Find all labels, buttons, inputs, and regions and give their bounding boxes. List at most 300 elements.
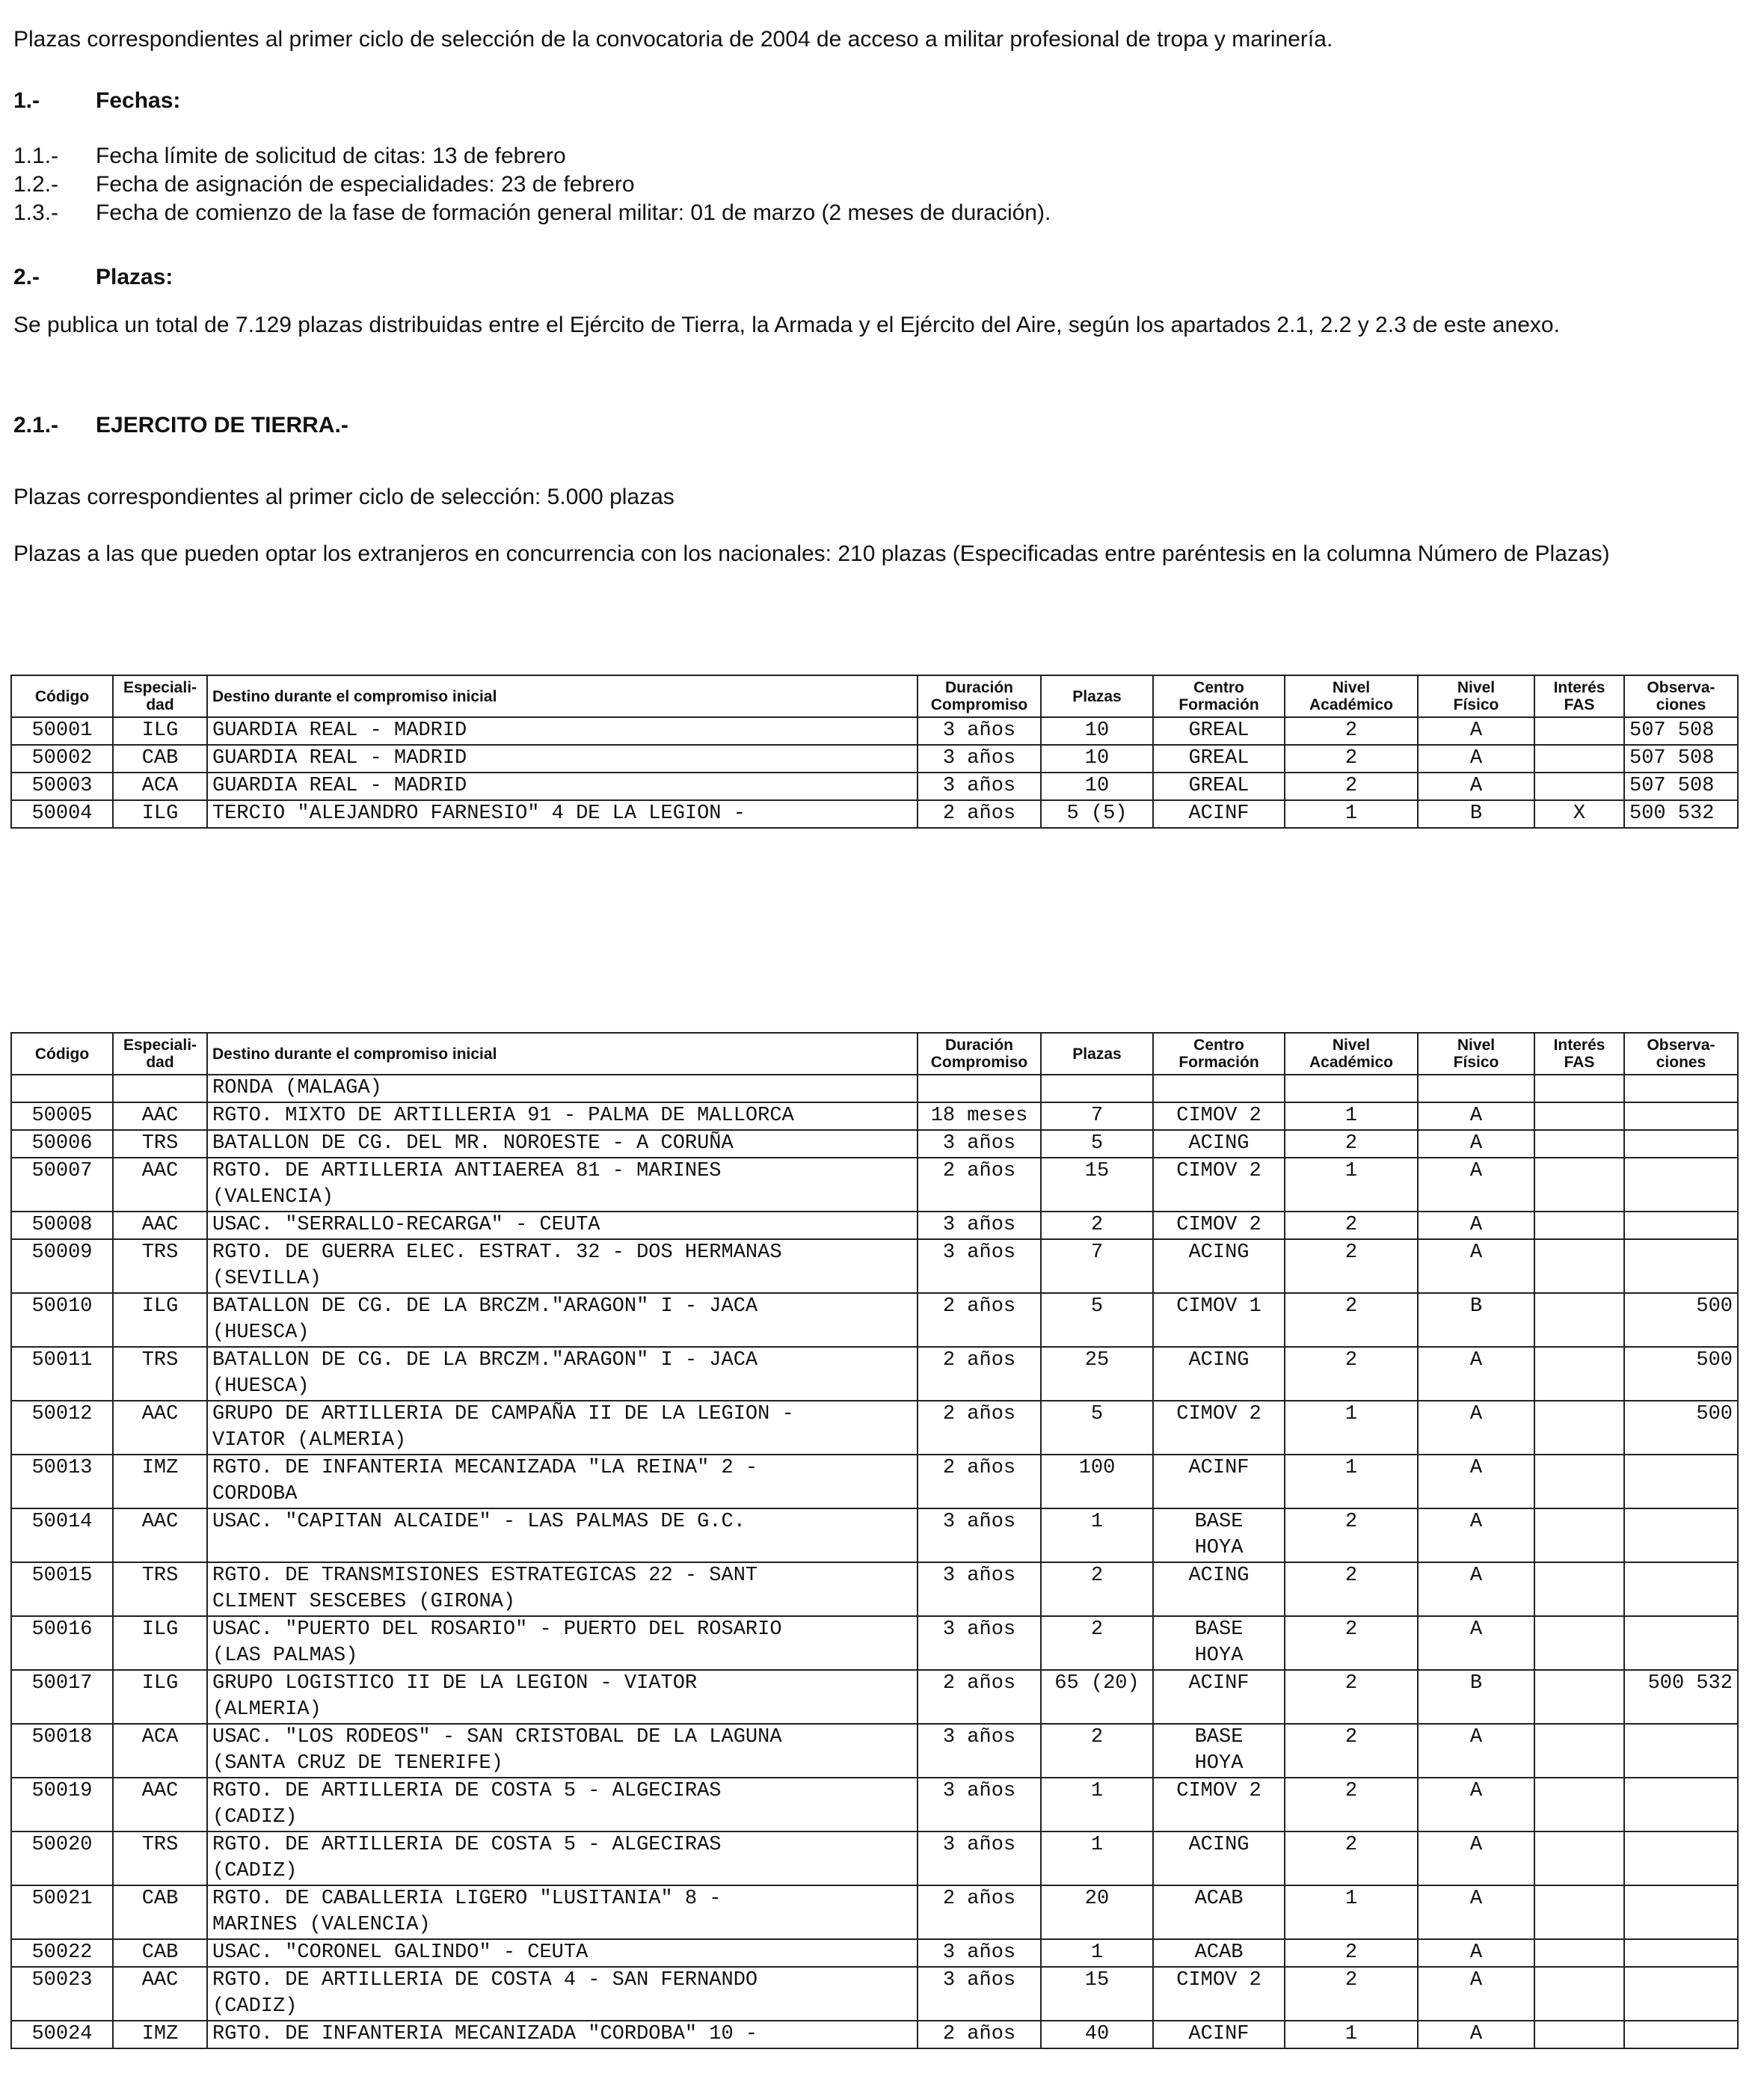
- cell-nivel-academico: 1: [1285, 1885, 1418, 1939]
- cell-interes: [1534, 1724, 1624, 1778]
- header-line: Observa-: [1647, 1037, 1715, 1054]
- cell-nivel-fisico: A: [1418, 1130, 1534, 1158]
- fecha-item: [13, 144, 566, 169]
- cell-interes: X: [1534, 800, 1624, 828]
- cell-observaciones: [1624, 1102, 1738, 1130]
- cell-especialidad: TRS: [113, 1130, 207, 1158]
- table-row: [11, 1724, 1738, 1778]
- fecha-item: [13, 200, 1051, 226]
- cell-codigo: 50005: [11, 1102, 113, 1130]
- cell-nivel-academico: 2: [1285, 1616, 1418, 1670]
- cell-nivel-academico: 2: [1285, 1239, 1418, 1293]
- table-row: [11, 2021, 1738, 2048]
- cell-nivel-fisico: A: [1418, 1212, 1534, 1239]
- cell-codigo: 50006: [11, 1130, 113, 1158]
- cell-duracion: 3 años: [918, 1832, 1041, 1885]
- header-line: FAS: [1564, 1054, 1595, 1071]
- cell-duracion: 18 meses: [918, 1102, 1041, 1130]
- cell-nivel-academico: 2: [1285, 1212, 1418, 1239]
- cell-nivel-fisico: A: [1418, 1455, 1534, 1508]
- header-line: Centro: [1193, 679, 1244, 696]
- header-line: Físico: [1453, 696, 1499, 713]
- cell-destino: RGTO. DE INFANTERIA MECANIZADA "LA REINA" 2 - CORDOBA: [207, 1455, 918, 1508]
- cell-observaciones: [1624, 1508, 1738, 1562]
- cell-plazas: 2: [1041, 1616, 1153, 1670]
- cell-especialidad: AAC: [113, 1401, 207, 1455]
- cell-plazas: 100: [1041, 1455, 1153, 1508]
- cell-plazas: 1: [1041, 1508, 1153, 1562]
- cell-codigo: 50020: [11, 1832, 113, 1885]
- intro-text: Plazas correspondientes al primer ciclo de selección de la convocatoria de 2004 de acceso a militar profesional de tropa y marinería.: [13, 27, 1333, 52]
- cell-centro: ACINF: [1153, 1670, 1285, 1724]
- cell-plazas: 7: [1041, 1102, 1153, 1130]
- cell-duracion: 3 años: [918, 1239, 1041, 1293]
- cell-especialidad: [113, 1075, 207, 1102]
- header-destino: Destino durante el compromiso inicial: [207, 675, 918, 717]
- cell-plazas: 5 (5): [1041, 800, 1153, 828]
- cell-centro: BASE HOYA: [1153, 1724, 1285, 1778]
- header-line: Especiali-: [123, 679, 197, 696]
- cell-centro: ACINF: [1153, 1455, 1285, 1508]
- cell-nivel-fisico: B: [1418, 800, 1534, 828]
- header-especialidad: [113, 675, 207, 717]
- cell-observaciones: [1624, 1724, 1738, 1778]
- cell-especialidad: TRS: [113, 1239, 207, 1293]
- header-line: Nivel: [1332, 679, 1371, 696]
- cell-observaciones: [1624, 1616, 1738, 1670]
- cell-plazas: 1: [1041, 1832, 1153, 1885]
- cell-nivel-academico: 2: [1285, 745, 1418, 773]
- cell-especialidad: TRS: [113, 1562, 207, 1616]
- header-line: Nivel: [1457, 679, 1496, 696]
- cell-codigo: 50013: [11, 1455, 113, 1508]
- cell-destino: USAC. "CORONEL GALINDO" - CEUTA: [207, 1939, 918, 1967]
- cell-interes: [1534, 1158, 1624, 1212]
- cell-duracion: 2 años: [918, 1293, 1041, 1347]
- cell-duracion: 2 años: [918, 1885, 1041, 1939]
- header-codigo: Código: [11, 675, 113, 717]
- cell-codigo: [11, 1075, 113, 1102]
- cell-centro: CIMOV 1: [1153, 1293, 1285, 1347]
- cell-nivel-academico: 1: [1285, 1102, 1418, 1130]
- cell-interes: [1534, 1939, 1624, 1967]
- table-row: [11, 1239, 1738, 1293]
- cell-centro: ACING: [1153, 1832, 1285, 1885]
- cell-plazas: 2: [1041, 1724, 1153, 1778]
- cell-nivel-academico: 2: [1285, 1562, 1418, 1616]
- cell-interes: [1534, 1102, 1624, 1130]
- cell-observaciones: 500: [1624, 1293, 1738, 1347]
- cell-nivel-fisico: A: [1418, 773, 1534, 800]
- cell-plazas: 2: [1041, 1212, 1153, 1239]
- cell-nivel-academico: 2: [1285, 717, 1418, 745]
- header-line: Duración: [944, 679, 1013, 696]
- cell-especialidad: AAC: [113, 1102, 207, 1130]
- cell-interes: [1534, 773, 1624, 800]
- cell-observaciones: [1624, 1455, 1738, 1508]
- fecha-number: 1.3.-: [13, 200, 59, 225]
- cell-destino: GRUPO DE ARTILLERIA DE CAMPAÑA II DE LA LEGION - VIATOR (ALMERIA): [207, 1401, 918, 1455]
- header-line: FAS: [1564, 696, 1595, 713]
- cell-observaciones: 500 532: [1624, 1670, 1738, 1724]
- cell-centro: ACING: [1153, 1562, 1285, 1616]
- extranjeros-paragraph: Plazas a las que pueden optar los extranjeros en concurrencia con los nacionales: 210 plazas (Especificadas entre paréntesis en la columna Número de Plazas): [13, 541, 1610, 566]
- cell-observaciones: 500 532: [1624, 800, 1738, 828]
- cell-codigo: 50008: [11, 1212, 113, 1239]
- table-row: [11, 800, 1738, 828]
- header-observaciones: [1624, 675, 1738, 717]
- cell-duracion: 2 años: [918, 1158, 1041, 1212]
- header-nivel-fisico: [1418, 1033, 1534, 1075]
- table-body: [11, 717, 1738, 828]
- cell-codigo: 50019: [11, 1778, 113, 1832]
- cell-nivel-fisico: A: [1418, 1562, 1534, 1616]
- cell-codigo: 50002: [11, 745, 113, 773]
- cell-destino: GUARDIA REAL - MADRID: [207, 717, 918, 745]
- cell-nivel-academico: 1: [1285, 1158, 1418, 1212]
- cell-codigo: 50012: [11, 1401, 113, 1455]
- table-row: [11, 1616, 1738, 1670]
- cell-especialidad: AAC: [113, 1212, 207, 1239]
- cell-nivel-fisico: B: [1418, 1293, 1534, 1347]
- cell-nivel-academico: 2: [1285, 1724, 1418, 1778]
- cell-interes: [1534, 1130, 1624, 1158]
- cell-nivel-academico: 2: [1285, 773, 1418, 800]
- cell-plazas: 10: [1041, 745, 1153, 773]
- cell-duracion: 3 años: [918, 1967, 1041, 2021]
- section-2-title: Plazas:: [96, 265, 173, 289]
- cell-destino: GUARDIA REAL - MADRID: [207, 773, 918, 800]
- header-nivel-fisico: [1418, 675, 1534, 717]
- cell-interes: [1534, 1347, 1624, 1401]
- cell-destino: RGTO. DE GUERRA ELEC. ESTRAT. 32 - DOS HERMANAS (SEVILLA): [207, 1239, 918, 1293]
- cell-interes: [1534, 1212, 1624, 1239]
- cell-destino: RGTO. DE ARTILLERIA ANTIAEREA 81 - MARINES (VALENCIA): [207, 1158, 918, 1212]
- cell-destino: USAC. "PUERTO DEL ROSARIO" - PUERTO DEL ROSARIO (LAS PALMAS): [207, 1616, 918, 1670]
- cell-interes: [1534, 1508, 1624, 1562]
- cell-interes: [1534, 1670, 1624, 1724]
- header-interes: [1534, 1033, 1624, 1075]
- cell-duracion: 3 años: [918, 773, 1041, 800]
- plazas-table-2: [10, 1032, 1739, 2049]
- cell-nivel-fisico: A: [1418, 1401, 1534, 1455]
- table-row: [11, 1102, 1738, 1130]
- cell-duracion: 2 años: [918, 1670, 1041, 1724]
- cell-nivel-academico: 2: [1285, 1508, 1418, 1562]
- cell-observaciones: [1624, 1239, 1738, 1293]
- header-line: dad: [146, 1054, 174, 1071]
- header-line: Formación: [1178, 1054, 1259, 1071]
- cell-especialidad: AAC: [113, 1778, 207, 1832]
- cell-duracion: 2 años: [918, 800, 1041, 828]
- cell-observaciones: [1624, 1562, 1738, 1616]
- header-line: Duración: [944, 1037, 1013, 1054]
- table-row: [11, 773, 1738, 800]
- cell-codigo: 50014: [11, 1508, 113, 1562]
- cell-centro: GREAL: [1153, 773, 1285, 800]
- cell-duracion: 3 años: [918, 1616, 1041, 1670]
- cell-observaciones: 507 508: [1624, 773, 1738, 800]
- cell-codigo: 50015: [11, 1562, 113, 1616]
- table-row: [11, 1293, 1738, 1347]
- cell-duracion: 2 años: [918, 1455, 1041, 1508]
- section-1-number: 1.-: [13, 88, 40, 113]
- table-row: [11, 1508, 1738, 1562]
- cell-destino: RGTO. DE ARTILLERIA DE COSTA 5 - ALGECIRAS (CADIZ): [207, 1778, 918, 1832]
- cell-plazas: 7: [1041, 1239, 1153, 1293]
- table-row: [11, 1075, 1738, 1102]
- cell-observaciones: [1624, 1967, 1738, 2021]
- fecha-number: 1.2.-: [13, 172, 59, 197]
- fecha-text: Fecha de asignación de especialidades: 23 de febrero: [96, 172, 635, 197]
- header-line: Compromiso: [930, 696, 1028, 713]
- cell-especialidad: ILG: [113, 717, 207, 745]
- cell-centro: CIMOV 2: [1153, 1102, 1285, 1130]
- fecha-number: 1.1.-: [13, 144, 59, 168]
- header-line: Académico: [1309, 696, 1394, 713]
- ciclo-text: Plazas correspondientes al primer ciclo de selección: 5.000 plazas: [13, 485, 674, 509]
- cell-nivel-fisico: A: [1418, 1724, 1534, 1778]
- cell-duracion: [918, 1075, 1041, 1102]
- cell-nivel-fisico: A: [1418, 2021, 1534, 2048]
- section-2-number: 2.-: [13, 265, 40, 289]
- cell-interes: [1534, 1075, 1624, 1102]
- cell-interes: [1534, 1562, 1624, 1616]
- cell-duracion: 3 años: [918, 1130, 1041, 1158]
- section-21-title: EJERCITO DE TIERRA.-: [96, 413, 348, 437]
- cell-nivel-academico: 2: [1285, 1967, 1418, 2021]
- cell-observaciones: 507 508: [1624, 717, 1738, 745]
- cell-nivel-academico: 1: [1285, 800, 1418, 828]
- cell-nivel-fisico: A: [1418, 1885, 1534, 1939]
- cell-especialidad: IMZ: [113, 1455, 207, 1508]
- cell-observaciones: 500: [1624, 1347, 1738, 1401]
- header-interes: [1534, 675, 1624, 717]
- cell-nivel-fisico: A: [1418, 745, 1534, 773]
- header-line: ciones: [1656, 696, 1706, 713]
- cell-codigo: 50016: [11, 1616, 113, 1670]
- cell-centro: GREAL: [1153, 745, 1285, 773]
- plazas-table-1: [10, 675, 1739, 829]
- cell-duracion: 3 años: [918, 1724, 1041, 1778]
- cell-nivel-academico: 2: [1285, 1670, 1418, 1724]
- cell-destino: RGTO. DE INFANTERIA MECANIZADA "CORDOBA" 10 -: [207, 2021, 918, 2048]
- cell-nivel-fisico: A: [1418, 1939, 1534, 1967]
- cell-interes: [1534, 1778, 1624, 1832]
- cell-especialidad: ACA: [113, 1724, 207, 1778]
- section-21-heading: [13, 413, 348, 438]
- cell-plazas: 5: [1041, 1293, 1153, 1347]
- cell-duracion: 3 años: [918, 1508, 1041, 1562]
- table-row: [11, 717, 1738, 745]
- cell-nivel-academico: 2: [1285, 1293, 1418, 1347]
- header-line: Académico: [1309, 1054, 1394, 1071]
- header-plazas: Plazas: [1041, 1033, 1153, 1075]
- cell-nivel-fisico: A: [1418, 1832, 1534, 1885]
- cell-plazas: 1: [1041, 1939, 1153, 1967]
- cell-centro: ACING: [1153, 1130, 1285, 1158]
- cell-especialidad: TRS: [113, 1347, 207, 1401]
- cell-observaciones: 507 508: [1624, 745, 1738, 773]
- section-21-number: 2.1.-: [13, 413, 59, 437]
- table-row: [11, 1832, 1738, 1885]
- table-row: [11, 1130, 1738, 1158]
- cell-especialidad: ILG: [113, 1670, 207, 1724]
- cell-destino: USAC. "SERRALLO-RECARGA" - CEUTA: [207, 1212, 918, 1239]
- cell-duracion: 3 años: [918, 1562, 1041, 1616]
- header-line: Interés: [1553, 679, 1605, 696]
- cell-nivel-fisico: A: [1418, 1967, 1534, 2021]
- cell-plazas: 20: [1041, 1885, 1153, 1939]
- cell-observaciones: [1624, 1832, 1738, 1885]
- fecha-item: [13, 172, 635, 197]
- cell-observaciones: [1624, 2021, 1738, 2048]
- cell-especialidad: AAC: [113, 1967, 207, 2021]
- cell-nivel-academico: 2: [1285, 1778, 1418, 1832]
- cell-destino: GUARDIA REAL - MADRID: [207, 745, 918, 773]
- table-body: [11, 1075, 1738, 2048]
- cell-interes: [1534, 1967, 1624, 2021]
- table-row: [11, 1347, 1738, 1401]
- header-line: ciones: [1656, 1054, 1706, 1071]
- cell-especialidad: ILG: [113, 1293, 207, 1347]
- header-line: Centro: [1193, 1037, 1244, 1054]
- cell-nivel-fisico: B: [1418, 1670, 1534, 1724]
- cell-centro: [1153, 1075, 1285, 1102]
- header-codigo: Código: [11, 1033, 113, 1075]
- cell-centro: ACING: [1153, 1347, 1285, 1401]
- cell-destino: RGTO. DE ARTILLERIA DE COSTA 5 - ALGECIRAS (CADIZ): [207, 1832, 918, 1885]
- cell-nivel-fisico: A: [1418, 1508, 1534, 1562]
- header-centro: [1153, 675, 1285, 717]
- table-row: [11, 1455, 1738, 1508]
- cell-nivel-fisico: A: [1418, 1347, 1534, 1401]
- cell-codigo: 50003: [11, 773, 113, 800]
- cell-nivel-academico: 1: [1285, 1401, 1418, 1455]
- table-row: [11, 1939, 1738, 1967]
- header-nivel-academico: [1285, 675, 1418, 717]
- header-especialidad: [113, 1033, 207, 1075]
- header-centro: [1153, 1033, 1285, 1075]
- cell-nivel-fisico: A: [1418, 1616, 1534, 1670]
- cell-duracion: 2 años: [918, 1401, 1041, 1455]
- cell-codigo: 50017: [11, 1670, 113, 1724]
- header-line: Físico: [1453, 1054, 1499, 1071]
- cell-centro: CIMOV 2: [1153, 1212, 1285, 1239]
- cell-codigo: 50001: [11, 717, 113, 745]
- cell-interes: [1534, 1401, 1624, 1455]
- cell-observaciones: [1624, 1158, 1738, 1212]
- table-row: [11, 1562, 1738, 1616]
- cell-nivel-fisico: A: [1418, 717, 1534, 745]
- cell-plazas: 5: [1041, 1130, 1153, 1158]
- cell-interes: [1534, 2021, 1624, 2048]
- cell-duracion: 3 años: [918, 1778, 1041, 1832]
- cell-observaciones: [1624, 1075, 1738, 1102]
- header-plazas: Plazas: [1041, 675, 1153, 717]
- header-nivel-academico: [1285, 1033, 1418, 1075]
- cell-observaciones: [1624, 1212, 1738, 1239]
- cell-centro: CIMOV 2: [1153, 1158, 1285, 1212]
- section-1-heading: [13, 88, 180, 114]
- cell-plazas: 2: [1041, 1562, 1153, 1616]
- cell-nivel-academico: 2: [1285, 1939, 1418, 1967]
- cell-codigo: 50010: [11, 1293, 113, 1347]
- cell-destino: RGTO. DE ARTILLERIA DE COSTA 4 - SAN FERNANDO (CADIZ): [207, 1967, 918, 2021]
- table-row: [11, 1885, 1738, 1939]
- header-line: Nivel: [1457, 1037, 1496, 1054]
- cell-plazas: 25: [1041, 1347, 1153, 1401]
- cell-destino: TERCIO "ALEJANDRO FARNESIO" 4 DE LA LEGION -: [207, 800, 918, 828]
- cell-nivel-fisico: A: [1418, 1778, 1534, 1832]
- cell-duracion: 3 años: [918, 745, 1041, 773]
- cell-destino: BATALLON DE CG. DE LA BRCZM."ARAGON" I - JACA (HUESCA): [207, 1293, 918, 1347]
- table-row: [11, 1158, 1738, 1212]
- table-row: [11, 745, 1738, 773]
- plazas-paragraph: Se publica un total de 7.129 plazas distribuidas entre el Ejército de Tierra, la Armada y el Ejército del Aire, según los apartados 2.1, 2.2 y 2.3 de este anexo.: [13, 313, 1560, 337]
- cell-nivel-fisico: A: [1418, 1158, 1534, 1212]
- cell-destino: RGTO. MIXTO DE ARTILLERIA 91 - PALMA DE MALLORCA: [207, 1102, 918, 1130]
- cell-especialidad: IMZ: [113, 2021, 207, 2048]
- cell-centro: BASE HOYA: [1153, 1508, 1285, 1562]
- cell-plazas: 40: [1041, 2021, 1153, 2048]
- cell-codigo: 50011: [11, 1347, 113, 1401]
- cell-duracion: 2 años: [918, 1347, 1041, 1401]
- cell-especialidad: ILG: [113, 1616, 207, 1670]
- cell-plazas: 5: [1041, 1401, 1153, 1455]
- cell-especialidad: CAB: [113, 745, 207, 773]
- cell-interes: [1534, 717, 1624, 745]
- cell-observaciones: [1624, 1939, 1738, 1967]
- cell-centro: CIMOV 2: [1153, 1401, 1285, 1455]
- cell-duracion: 3 años: [918, 717, 1041, 745]
- cell-destino: GRUPO LOGISTICO II DE LA LEGION - VIATOR (ALMERIA): [207, 1670, 918, 1724]
- cell-interes: [1534, 1885, 1624, 1939]
- cell-centro: ACAB: [1153, 1885, 1285, 1939]
- cell-nivel-academico: 2: [1285, 1130, 1418, 1158]
- cell-plazas: 65 (20): [1041, 1670, 1153, 1724]
- cell-centro: ACING: [1153, 1239, 1285, 1293]
- cell-codigo: 50023: [11, 1967, 113, 2021]
- cell-centro: ACAB: [1153, 1939, 1285, 1967]
- cell-destino: BATALLON DE CG. DEL MR. NOROESTE - A CORUÑA: [207, 1130, 918, 1158]
- cell-especialidad: CAB: [113, 1885, 207, 1939]
- cell-especialidad: AAC: [113, 1158, 207, 1212]
- cell-observaciones: [1624, 1130, 1738, 1158]
- cell-observaciones: 500: [1624, 1401, 1738, 1455]
- cell-interes: [1534, 1239, 1624, 1293]
- cell-nivel-academico: 1: [1285, 2021, 1418, 2048]
- fecha-text: Fecha límite de solicitud de citas: 13 de febrero: [96, 144, 566, 168]
- cell-nivel-academico: 2: [1285, 1347, 1418, 1401]
- cell-centro: ACINF: [1153, 2021, 1285, 2048]
- cell-codigo: 50004: [11, 800, 113, 828]
- cell-plazas: 10: [1041, 773, 1153, 800]
- cell-nivel-academico: 2: [1285, 1832, 1418, 1885]
- cell-plazas: 15: [1041, 1158, 1153, 1212]
- cell-especialidad: TRS: [113, 1832, 207, 1885]
- cell-observaciones: [1624, 1778, 1738, 1832]
- header-line: Nivel: [1332, 1037, 1371, 1054]
- cell-destino: RGTO. DE CABALLERIA LIGERO "LUSITANIA" 8 - MARINES (VALENCIA): [207, 1885, 918, 1939]
- cell-nivel-academico: [1285, 1075, 1418, 1102]
- table-row: [11, 1778, 1738, 1832]
- cell-interes: [1534, 1455, 1624, 1508]
- cell-nivel-fisico: A: [1418, 1239, 1534, 1293]
- cell-interes: [1534, 1293, 1624, 1347]
- cell-especialidad: ILG: [113, 800, 207, 828]
- cell-centro: BASE HOYA: [1153, 1616, 1285, 1670]
